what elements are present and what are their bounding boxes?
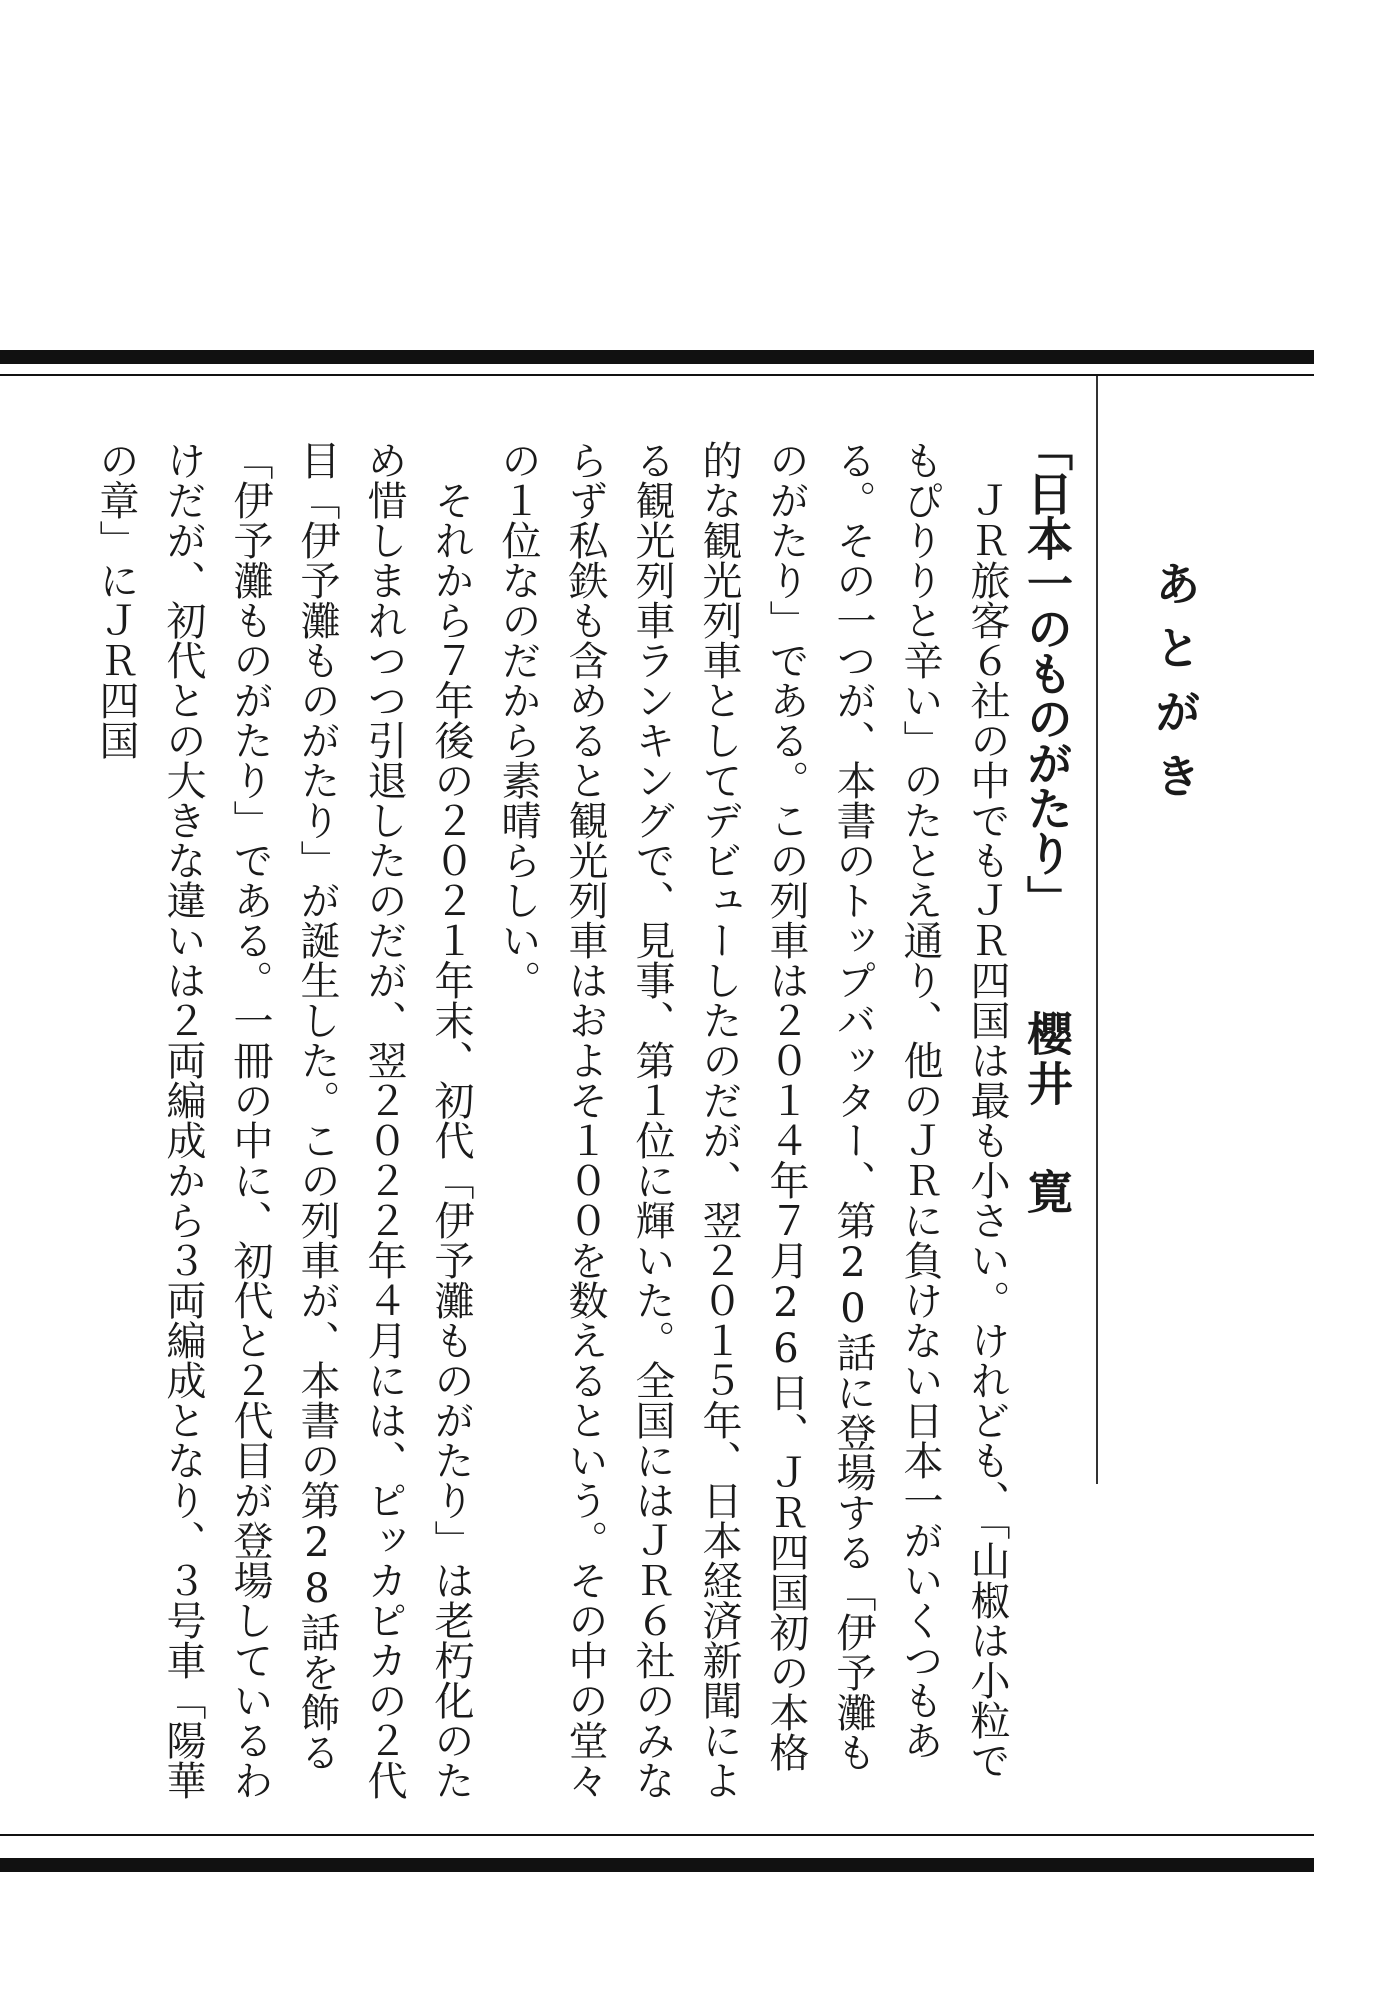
- top-thin-rule: [0, 374, 1314, 376]
- essay-author: 櫻井 寛: [1020, 1010, 1074, 1218]
- vertical-divider: [1096, 376, 1098, 1484]
- bottom-thin-rule: [0, 1834, 1314, 1836]
- top-thick-rule: [0, 350, 1314, 364]
- paragraph-1: ＪＲ旅客６社の中でもＪＲ四国は最も小さい。けれども、「山椒は小粒でもぴりりと辛い」のたとえ通り、他のＪＲに負けない日本一がいくつもある。その一つが、本書のトップバッター、第20話に登場する「伊予灘ものがたり」である。この列車は２０１４年７月26日、ＪＲ四国初の本格的な観光列車としてデビューしたのだが、翌２０１５年、日本経済新聞による観光列車ランキングで、見事、第１位に輝いた。全国にはＪＲ６社のみならず私鉄も含めると観光列車はおよそ１００を数えるという。その中の堂々の１位なのだから素晴らしい。: [495, 440, 1010, 1800]
- body-text: [82, 440, 1020, 1810]
- bottom-thick-rule: [0, 1858, 1314, 1872]
- essay-title: 「日本一のものがたり」: [1020, 425, 1074, 920]
- paragraph-2: それから７年後の２０２１年末、初代「伊予灘ものがたり」は老朽化のため惜しまれつつ引退したのだが、翌２０２２年４月には、ピッカピカの２代目「伊予灘ものがたり」が誕生した。この列車が、本書の第28話を飾る「伊予灘ものがたり」である。一冊の中に、初代と２代目が登場しているわけだが、初代との大きな違いは２両編成から３両編成となり、３号車「陽華の章」にＪＲ四国: [93, 440, 474, 1800]
- page-heading: あとがき: [1148, 560, 1202, 816]
